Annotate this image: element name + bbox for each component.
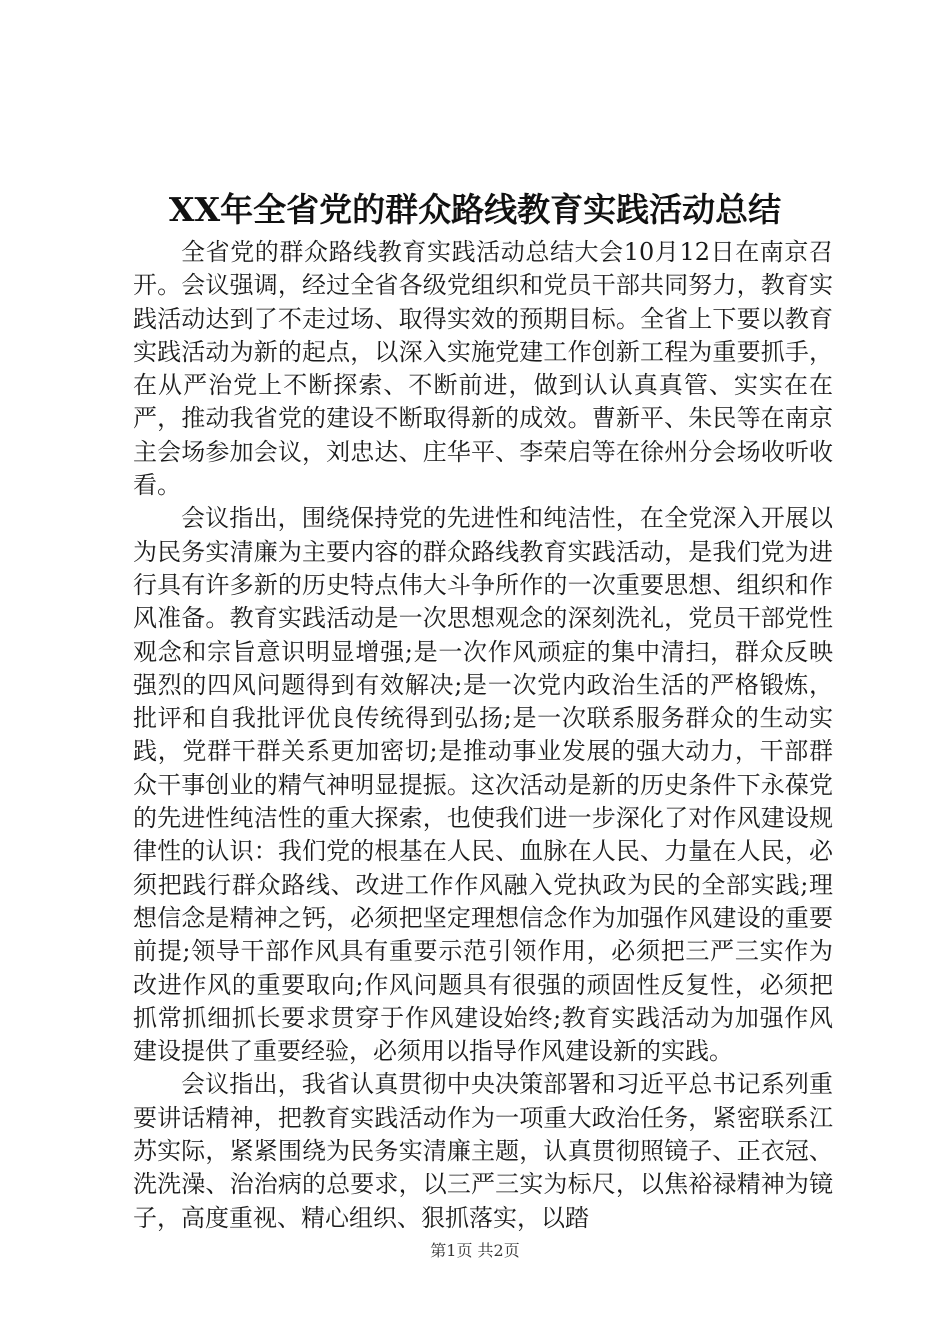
paragraph-1: 全省党的群众路线教育实践活动总结大会10月12日在南京召开。会议强调，经过全省各级党组织和党员干部共同努力，教育实践活动达到了不走过场、取得实效的预期目标。全省上下要以教育实践活动为新的起点，以深入实施党建工作创新工程为重要抓手，在从严治党上不断探索、不断前进，做到认认真真管、实实在在严，推动我省党的建设不断取得新的成效。曹新平、朱民等在南京主会场参加会议，刘忠达、庄华平、李荣启等在徐州分会场收听收看。 — [133, 238, 833, 500]
paragraph-2: 会议指出，围绕保持党的先进性和纯洁性，在全党深入开展以为民务实清廉为主要内容的群众路线教育实践活动，是我们党为进行具有许多新的历史特点伟大斗争所作的一次重要思想、组织和作风准备。教育实践活动是一次思想观念的深刻洗礼，党员干部党性观念和宗旨意识明显增强;是一次作风顽症的集中清扫，群众反映强烈的四风问题得到有效解决;是一次党内政治生活的严格锻炼，批评和自我批评优良传统得到弘扬;是一次联系服务群众的生动实践，党群干群关系更加密切;是推动事业发展的强大动力，干部群众干事创业的精气神明显提振。这次活动是新的历史条件下永葆党的先进性纯洁性的重大探索，也使我们进一步深化了对作风建设规律性的认识：我们党的根基在人民、血脉在人民、力量在人民，必须把践行群众路线、改进工作作风融入党执政为民的全部实践;理想信念是精神之钙，必须把坚定理想信念作为加强作风建设的重要前提;领导干部作风具有重要示范引领作用，必须把三严三实作为改进作风的重要取向;作风问题具有很强的顽固性反复性，必须把抓常抓细抓长要求贯穿于作风建设始终;教育实践活动为加强作风建设提供了重要经验，必须用以指导作风建设新的实践。 — [133, 504, 833, 1066]
paragraph-3: 会议指出，我省认真贯彻中央决策部署和习近平总书记系列重要讲话精神，把教育实践活动作为一项重大政治任务，紧密联系江苏实际，紧紧围绕为民务实清廉主题，认真贯彻照镜子、正衣冠、洗洗澡、治治病的总要求，以三严三实为标尺，以焦裕禄精神为镜子，高度重视、精心组织、狠抓落实，以踏 — [133, 1070, 833, 1232]
document-title: XX年全省党的群众路线教育实践活动总结 — [168, 190, 782, 229]
document-body — [133, 236, 833, 1235]
page-number-footer: 第1页 共2页 — [430, 1241, 520, 1260]
